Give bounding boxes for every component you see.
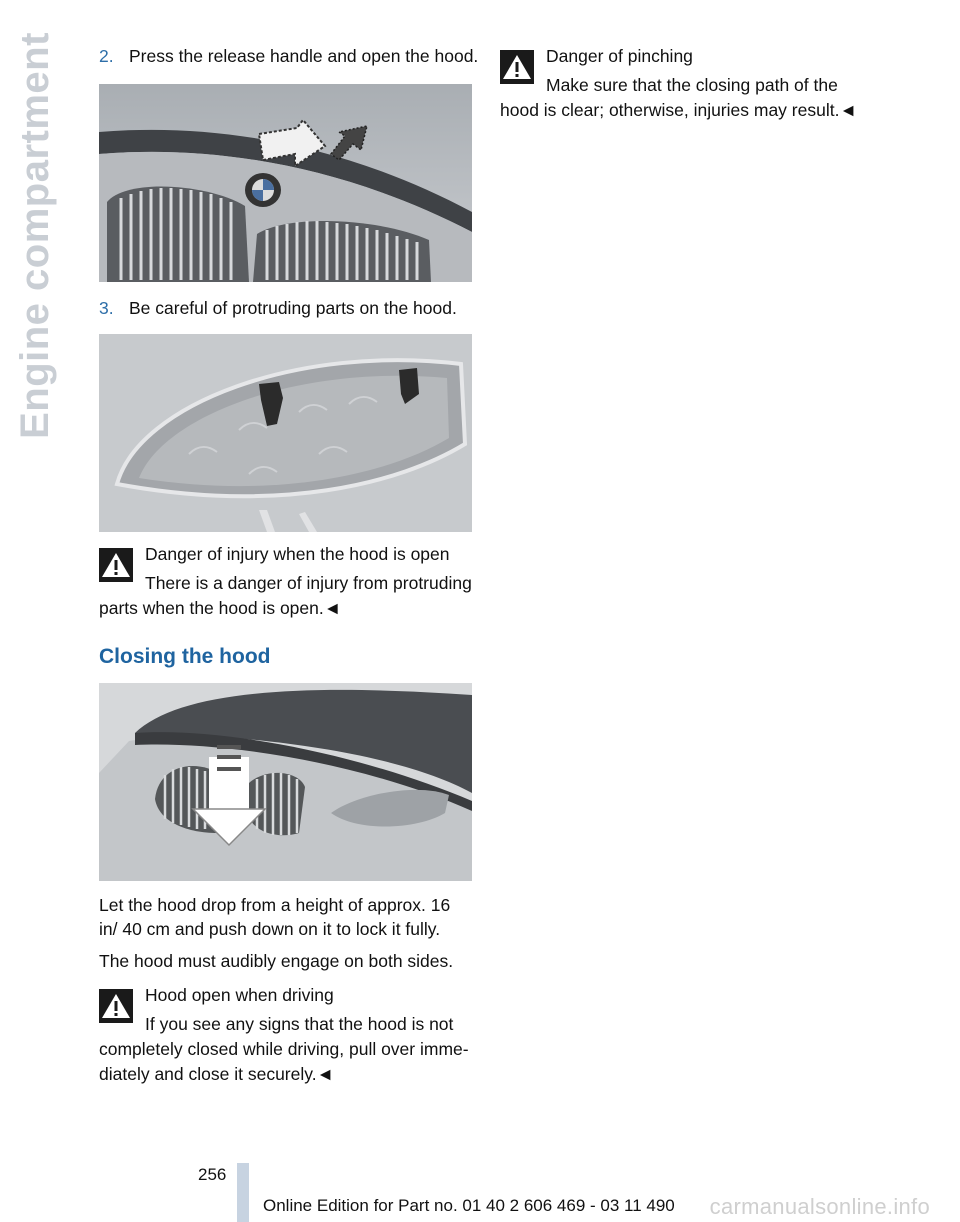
warning-pinching <box>500 44 860 123</box>
chapter-title-text: Engine compartment <box>12 31 57 439</box>
figure-closing-hood <box>99 683 472 881</box>
warning-body: Make sure that the closing path of the hood is clear; otherwise, injuries may result.◄ <box>500 75 857 120</box>
watermark: carmanualsonline.info <box>709 1194 930 1219</box>
warning-injury <box>99 542 472 621</box>
warning-triangle-icon <box>99 989 133 1023</box>
left-column <box>99 44 479 1087</box>
step-text: Be careful of protruding parts on the hood. <box>129 298 457 318</box>
warning-triangle-icon <box>500 50 534 84</box>
warning-body: If you see any signs that the hood is not completely closed while driving, pull over imme-diately and close it securely.◄ <box>99 1014 469 1084</box>
warning-triangle-icon <box>99 548 133 582</box>
warning-body: There is a danger of injury from protruding parts when the hood is open.◄ <box>99 573 472 618</box>
page-number: 256 <box>198 1165 227 1184</box>
step-3 <box>99 296 472 320</box>
warning-title: Danger of pinching <box>546 46 693 66</box>
figure-hood-underside <box>99 334 472 532</box>
step-number: 3. <box>99 298 114 318</box>
section-heading: Closing the hood <box>99 645 271 668</box>
paragraph-drop: Let the hood drop from a height of approx. 16 in/ 40 cm and push down on it to lock it fully. <box>99 895 451 939</box>
edition-text: Online Edition for Part no. 01 40 2 606 469 - 03 11 490 <box>263 1196 675 1215</box>
right-column <box>500 44 860 123</box>
step-number: 2. <box>99 46 114 66</box>
footer-bar <box>237 1163 249 1222</box>
step-2 <box>99 44 479 68</box>
warning-title: Danger of injury when the hood is open <box>145 544 450 564</box>
step-text: Press the release handle and open the hood. <box>129 46 479 66</box>
warning-title: Hood open when driving <box>145 985 334 1005</box>
warning-driving <box>99 983 472 1087</box>
figure-release-handle <box>99 84 472 282</box>
side-chapter-title <box>10 30 60 440</box>
paragraph-engage: The hood must audibly engage on both sides. <box>99 951 454 971</box>
